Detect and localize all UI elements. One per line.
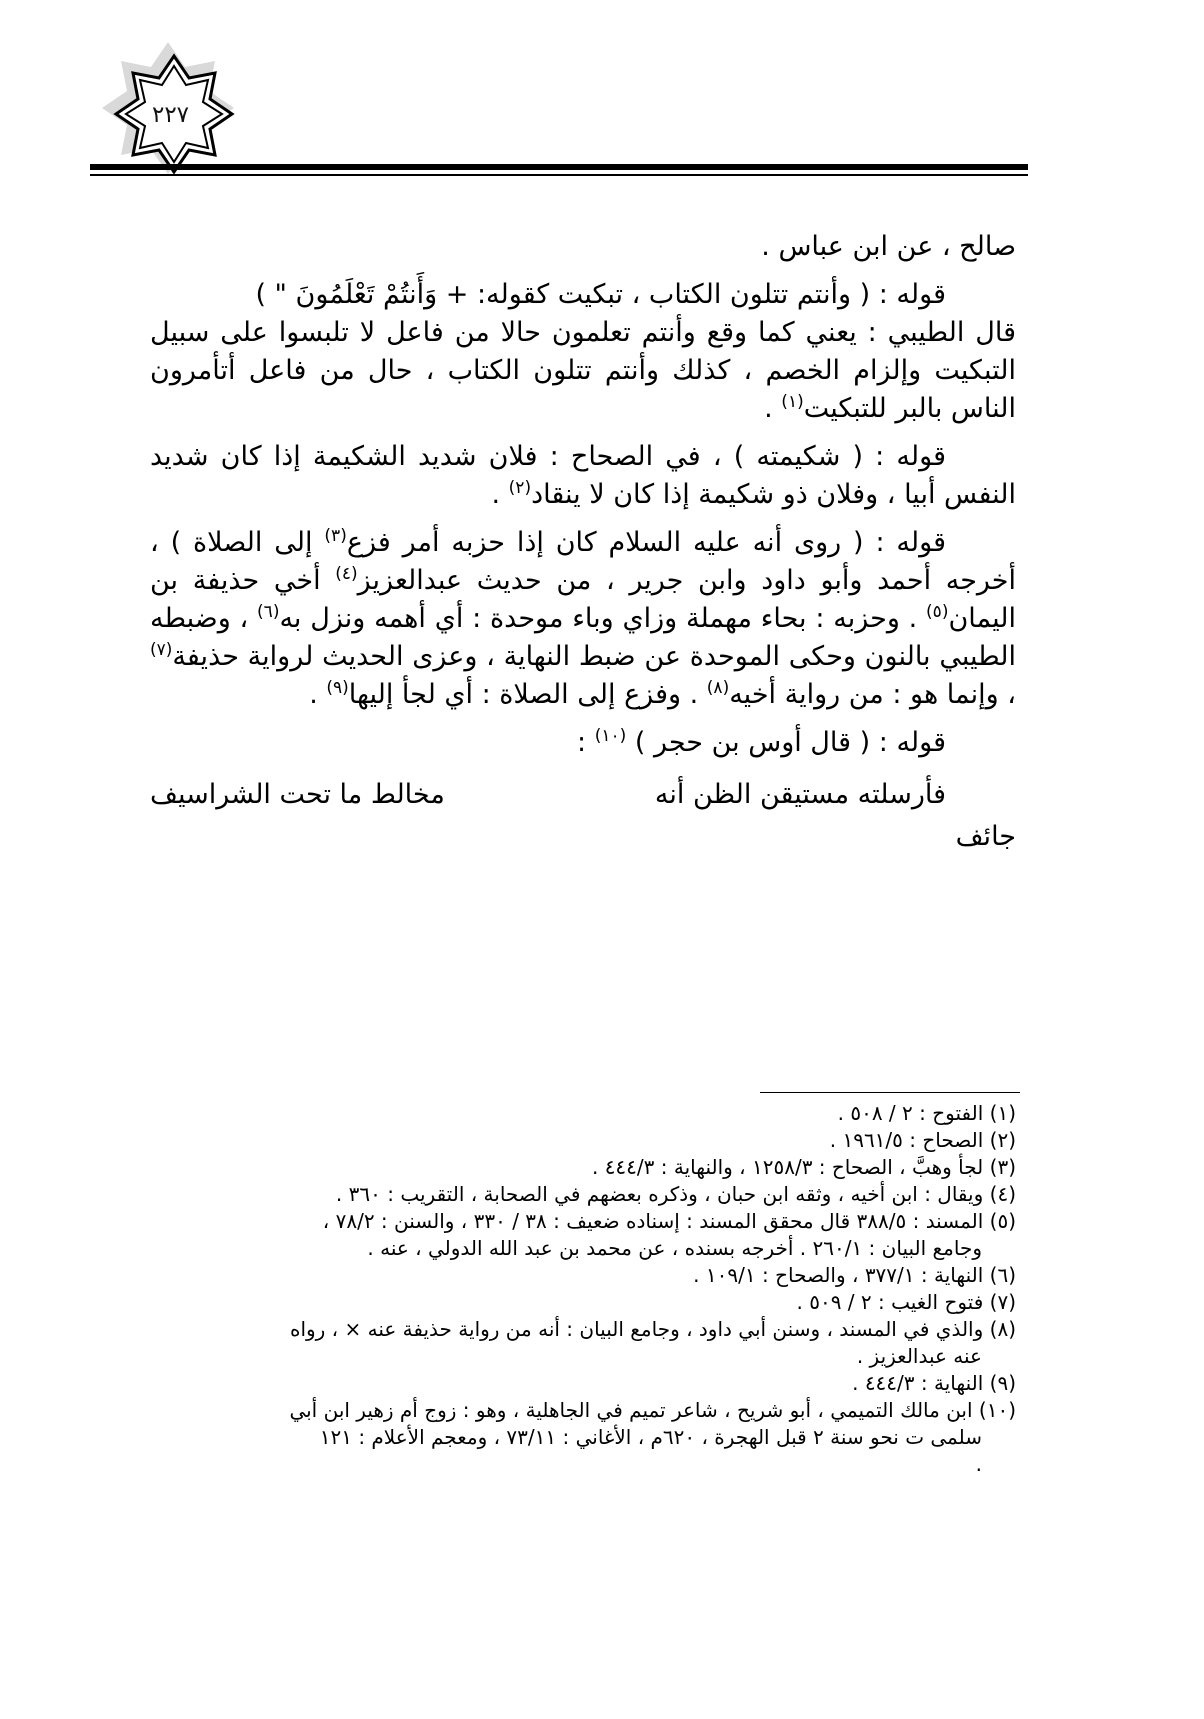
footnote-ref-9[interactable]: (٩) (326, 678, 349, 698)
footnote-4 (150, 1181, 1016, 1208)
footnote-7 (150, 1289, 1016, 1316)
paragraph-2 (150, 276, 1016, 428)
footnote-line: (٦) النهاية : ٣٧٧/١ ، والصحاح : ١٠٩/١ . (693, 1263, 1016, 1287)
paragraph-4 (150, 524, 1016, 714)
paragraph-3-end: . (491, 479, 509, 510)
paragraph-4-part-b: إلى الصلاة ) ، أخرجه أحمد وأبو داود وابن جرير ، من حديث عبدالعزيز (150, 527, 1016, 596)
footnote-line: (٧) فتوح الغيب : ٢ / ٥٠٩ . (796, 1290, 1016, 1314)
footnote-5 (150, 1208, 1016, 1262)
footnotes (150, 1100, 1016, 1478)
footnote-ref-7[interactable]: (٧) (150, 640, 173, 660)
main-text (150, 228, 1016, 856)
paragraph-4-part-c: أخي حذيفة بن اليمان (150, 565, 1016, 634)
footnote-line: (٥) المسند : ٣٨٨/٥ قال محقق المسند : إسناده ضعيف : ٣٨ / ٣٣٠ ، والسنن : ٧٨/٢ ، (322, 1209, 1016, 1233)
footnote-line: (١) الفتوح : ٢ / ٥٠٨ . (837, 1101, 1016, 1125)
paragraph-4-part-h: . (309, 679, 327, 710)
footnote-9 (150, 1370, 1016, 1397)
paragraph-3 (150, 438, 1016, 514)
footnote-ref-4[interactable]: (٤) (335, 564, 358, 584)
poetry-verse (150, 776, 1016, 816)
footnote-line: (٣) لجأ وهبَّ ، الصحاح : ١٢٥٨/٣ ، والنهاية : ٤٤٤/٣ . (591, 1155, 1016, 1179)
verse-first-hemistich: فأرسلته مستيقن الظن أنه (654, 779, 946, 810)
paragraph-4-part-e: ، وضبطه الطيبي بالنون وحكى الموحدة عن ضبط النهاية ، وعزى الحديث لرواية حذيفة (150, 603, 1016, 672)
footnote-line-continued: . (975, 1452, 982, 1476)
paragraph-2-rest: قال الطيبي : يعني كما وقع وأنتم تعلمون حالا من فاعل لا تلبسوا على سبيل التبكيت وإلزام الخصم ، كذلك وأنتم تتلون الكتاب ، حال من فاعل أتأمرون الناس بالبر للتبكيت (150, 317, 1016, 424)
page-header (0, 0, 1204, 200)
footnote-6 (150, 1262, 1016, 1289)
page-number: ٢٢٧ (151, 101, 190, 128)
footnote-3 (150, 1154, 1016, 1181)
footnote-ref-10[interactable]: (١٠) (594, 726, 627, 746)
paragraph-4-part-f: ، وإنما هو : من رواية أخيه (729, 679, 1016, 710)
paragraph-1-text: صالح ، عن ابن عباس . (761, 231, 1016, 262)
paragraph-4-part-a: قوله : ( روى أنه عليه السلام كان إذا حزبه أمر فزع (346, 527, 946, 558)
paragraph-4-part-g: . وفزع إلى الصلاة : أي لجأ إليها (348, 679, 707, 710)
footnote-line: (٩) النهاية : ٤٤٤/٣ . (852, 1371, 1016, 1395)
paragraph-3-text: قوله : ( شكيمته ) ، في الصحاح : فلان شديد الشكيمة إذا كان شديد النفس أبيا ، وفلان ذو شكيمة إذا كان لا ينقاد (150, 441, 1016, 510)
paragraph-4-part-d: . وحزبه : بحاء مهملة وزاي وباء موحدة : أي أهمه ونزل به (279, 603, 927, 634)
footnote-ref-5[interactable]: (٥) (926, 602, 949, 622)
paragraph-5-text: قوله : ( قال أوس بن حجر ) (626, 727, 946, 758)
paragraph-1 (150, 228, 1016, 266)
footnote-separator (760, 1092, 1020, 1093)
paragraph-5-end: : (577, 727, 595, 758)
paragraph-2-line1: قوله : ( وأنتم تتلون الكتاب ، تبكيت كقوله: + وَأَنتُمْ تَعْلَمُونَ " ) (255, 279, 946, 310)
paragraph-2-end: . (764, 393, 782, 424)
footnote-line-continued: وجامع البيان : ٢٦٠/١ . أخرجه بسنده ، عن محمد بن عبد الله الدولي ، عنه . (367, 1236, 982, 1260)
footnote-line-continued: عنه عبدالعزيز . (856, 1344, 982, 1368)
footnote-ref-2[interactable]: (٢) (508, 478, 532, 498)
header-rule-thick (90, 164, 1028, 170)
footnote-line: (٨) والذي في المسند ، وسنن أبي داود ، وجامع البيان : أنه من رواية حذيفة عنه × ، رواه (289, 1317, 1016, 1341)
footnote-line: (٢) الصحاح : ١٩٦١/٥ . (829, 1128, 1016, 1152)
footnote-line-continued: سلمى ت نحو سنة ٢ قبل الهجرة ، ٦٢٠م ، الأغاني : ٧٣/١١ ، ومعجم الأعلام : ١٢١ (319, 1425, 982, 1449)
footnote-1 (150, 1100, 1016, 1127)
paragraph-5 (150, 724, 1016, 762)
footnote-ref-8[interactable]: (٨) (706, 678, 730, 698)
footnote-10 (150, 1397, 1016, 1478)
footnote-2 (150, 1127, 1016, 1154)
footnote-8 (150, 1316, 1016, 1370)
footnote-ref-3[interactable]: (٣) (324, 526, 347, 546)
footnote-line: (٤) ويقال : ابن أخيه ، وثقه ابن حبان ، وذكره بعضهم في الصحابة ، التقريب : ٣٦٠ . (335, 1182, 1016, 1206)
footnote-ref-6[interactable]: (٦) (257, 602, 280, 622)
verse-second-hemistich: مخالط ما تحت الشراسيف (150, 779, 445, 810)
footnote-line: (١٠) ابن مالك التميمي ، أبو شريح ، شاعر تميم في الجاهلية ، وهو : زوج أم زهير ابن أبي (289, 1398, 1016, 1422)
verse-tail: جائف (955, 821, 1016, 852)
footnote-ref-1[interactable]: (١) (781, 392, 804, 412)
header-rule-thin (90, 174, 1028, 176)
